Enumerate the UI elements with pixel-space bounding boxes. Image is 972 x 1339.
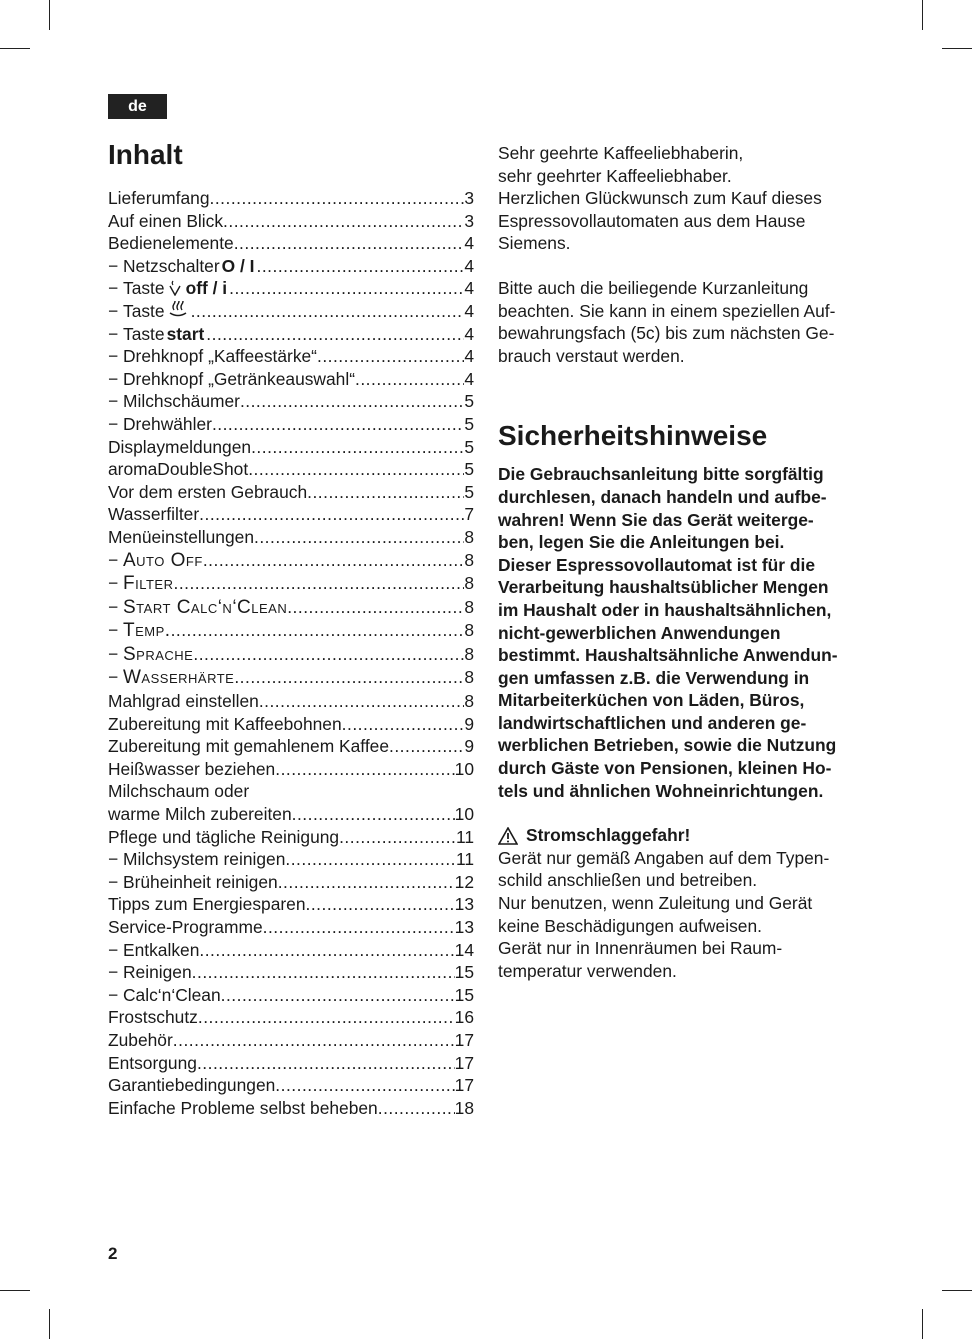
toc-entry: [108, 368, 474, 391]
toc-entry-page: 4: [464, 368, 474, 389]
text-line: durch Gäste von Pensionen, kleinen Ho-: [498, 758, 832, 779]
toc-entry-page: 11: [455, 826, 474, 847]
toc-entry-label: aromaDoubleShot: [108, 459, 249, 480]
toc-entry-label: − Brüheinheit reinigen: [108, 871, 278, 894]
toc-leader-dots: [198, 1006, 455, 1029]
toc-entry-page: 5: [464, 481, 474, 502]
toc-leader-dots: [275, 758, 454, 781]
toc-leader-dots: [317, 345, 464, 368]
toc-entry: [108, 390, 474, 413]
toc-entry: [108, 735, 474, 758]
toc-entry-page: 8: [464, 596, 474, 617]
toc-entry-page: 13: [454, 894, 474, 915]
toc-entry-label: Entsorgung: [108, 1052, 197, 1073]
toc-entry: [108, 893, 474, 916]
text-line: durchlesen, danach handeln und aufbe-: [498, 486, 827, 507]
toc-entry-page: 7: [464, 504, 474, 525]
toc-entry-label: Service-Programme: [108, 917, 263, 937]
toc-entry-label: − Taste off / i: [108, 277, 229, 300]
toc-entry-page: 4: [464, 278, 474, 299]
toc-entry-symbol: start: [166, 323, 205, 344]
text-line: sehr geehrter Kaffeeliebhaber.: [498, 165, 732, 186]
toc-entry-page: 5: [464, 436, 474, 457]
toc-leader-dots: [171, 619, 465, 642]
toc-leader-dots: [229, 277, 464, 300]
toc-entry: [108, 758, 474, 781]
short-guide-note: [498, 277, 866, 367]
toc-leader-dots: [234, 232, 465, 255]
toc-entry-page: 14: [454, 939, 474, 960]
intro-text: [498, 142, 866, 255]
text-line: Mitarbeiterküchen von Läden, Büros,: [498, 690, 805, 711]
toc-entry: [108, 1006, 474, 1029]
crop-mark: [922, 1309, 923, 1339]
toc-entry: [108, 713, 474, 736]
toc-entry-page: 18: [454, 1097, 474, 1118]
toc-leader-dots: [278, 871, 455, 894]
text-line: Bitte auch die beiliegende Kurzanleitung: [498, 277, 809, 298]
toc-entry-label: warme Milch zubereiten: [108, 804, 292, 825]
toc-leader-dots: [292, 803, 455, 826]
toc-leader-dots: [193, 643, 464, 666]
toc-entry: [108, 255, 474, 278]
text-line: landwirtschaftlichen und anderen ge-: [498, 712, 807, 733]
text-line: Sehr geehrte Kaffeeliebhaberin,: [498, 143, 744, 163]
toc-entry: [108, 643, 474, 667]
toc-entry-label: Vor dem ersten Gebrauch: [108, 481, 308, 502]
toc-leader-dots: [389, 735, 464, 758]
toc-leader-dots: [275, 1074, 454, 1097]
toc-leader-dots: [251, 436, 464, 459]
text-line: Siemens.: [498, 233, 571, 254]
toc-entry-label: − Drehknopf „Getränkeauswahl“: [108, 368, 355, 391]
toc-entry-label: − Drehwähler: [108, 413, 212, 436]
toc-entry-page: 5: [464, 413, 474, 434]
safety-text: [498, 463, 866, 802]
toc-entry-page: 8: [464, 573, 474, 594]
toc-entry: [108, 323, 474, 346]
toc-leader-dots: [285, 848, 456, 871]
text-line: Nur benutzen, wenn Zuleitung und Gerät: [498, 893, 813, 914]
toc-entry-symbol: O / I: [221, 255, 255, 276]
crop-mark: [942, 48, 972, 49]
toc-entry: [108, 690, 474, 713]
toc-entry-page: 13: [454, 917, 474, 937]
toc-entry-label: Wasserfilter: [108, 504, 200, 525]
safety-title: Sicherheitshinweise: [498, 420, 768, 452]
toc-entry: [108, 232, 474, 255]
toc-entry: [108, 1029, 474, 1052]
toc-leader-dots: [259, 690, 465, 713]
toc-leader-dots: [199, 939, 454, 962]
toc-entry-page: 8: [464, 691, 474, 712]
crop-mark: [0, 1290, 30, 1291]
toc-entry-label: Displaymeldungen: [108, 436, 252, 457]
text-line: ben, legen Sie die Anleitungen bei.: [498, 532, 785, 553]
warning-title: Stromschlaggefahr!: [526, 825, 691, 846]
toc-entry-page: 4: [464, 300, 474, 321]
text-line: tels und ähnlichen Wohneinrichtungen.: [498, 780, 824, 801]
toc-entry-symbol: off / i: [167, 277, 228, 300]
text-line: bewahrungsfach (5c) bis zum nächsten Ge-: [498, 323, 835, 344]
toc-leader-dots: [307, 481, 464, 504]
toc-entry-label: Menüeinstellungen: [108, 526, 254, 547]
toc-entry-page: 3: [464, 188, 474, 208]
toc-entry: [108, 210, 474, 233]
toc-entry-page: 8: [464, 667, 474, 688]
toc-entry: [108, 572, 474, 596]
toc-entry-label: Zubehör: [108, 1029, 173, 1050]
toc-entry-label: − Drehknopf „Kaffeestärke“: [108, 345, 317, 368]
toc-entry-label: − Temp.: [108, 619, 171, 643]
toc-entry-label: − Wasserhärte: [108, 666, 234, 690]
text-line: Dieser Espressovollautomat ist für die: [498, 554, 815, 575]
toc-entry: [108, 916, 474, 939]
toc-leader-dots: [212, 413, 464, 436]
toc-entry-label: Garantiebedingungen: [108, 1075, 276, 1096]
toc-entry-page: 8: [464, 526, 474, 547]
toc-entry-page: 17: [454, 1029, 474, 1050]
toc-entry-label: Auf einen Blick: [108, 210, 224, 231]
warning-triangle-icon: [498, 827, 518, 845]
toc-entry: [108, 826, 474, 849]
text-line: gen umfassen z.B. die Verwendung in: [498, 667, 810, 688]
toc-entry: [108, 961, 474, 984]
crop-mark: [0, 48, 30, 49]
text-line: Verarbeitung haushaltsüblicher Mengen: [498, 577, 829, 598]
toc-entry-label: Zubereitung mit gemahlenem Kaffee: [108, 736, 389, 757]
toc-entry-label: − Entkalken: [108, 939, 199, 962]
toc-leader-dots: [240, 390, 464, 413]
toc-entry-page: 17: [454, 1075, 474, 1096]
toc-leader-dots: [206, 323, 464, 346]
toc-leader-dots: [254, 526, 464, 549]
toc-leader-dots: [191, 300, 465, 323]
toc-entry-page: 8: [464, 643, 474, 664]
toc-entry-page: 8: [464, 549, 474, 570]
toc-entry: [108, 458, 474, 481]
toc-entry-page: 9: [464, 713, 474, 734]
text-line: brauch verstaut werden.: [498, 345, 685, 366]
toc-entry-label: Zubereitung mit Kaffeebohnen: [108, 713, 342, 734]
text-line: temperatur verwenden.: [498, 960, 677, 981]
toc-entry-label: − Reinigen: [108, 961, 192, 984]
table-of-contents: [108, 138, 474, 1119]
toc-entry-label: Frostschutz: [108, 1007, 198, 1028]
warning-text: [498, 847, 866, 983]
toc-entry-label: Lieferumfang: [108, 188, 210, 208]
toc-entry-label: − Sprache: [108, 643, 193, 667]
toc-entry-page: 12: [454, 871, 474, 892]
toc-entry-page: 3: [464, 210, 474, 231]
toc-entry-label: Heißwasser beziehen: [108, 758, 276, 779]
toc-entry: [108, 503, 474, 526]
toc-leader-dots: [221, 984, 455, 1007]
toc-entry: [108, 345, 474, 368]
toc-entry: [108, 780, 474, 803]
toc-entry: [108, 803, 474, 826]
text-line: keine Beschädigungen aufweisen.: [498, 915, 762, 936]
toc-entry-page: 10: [454, 804, 474, 825]
toc-entry-page: 15: [454, 984, 474, 1005]
text-line: Gerät nur gemäß Angaben auf dem Typen-: [498, 847, 830, 868]
toc-entry-label: Tipps zum Energiesparen: [108, 894, 306, 915]
crop-mark: [942, 1290, 972, 1291]
toc-entry-page: 4: [464, 346, 474, 367]
toc-entry: [108, 871, 474, 894]
toc-entry-page: 5: [464, 459, 474, 480]
steam-icon: [167, 300, 189, 323]
toc-entry-page: 9: [464, 736, 474, 757]
text-line: im Haushalt oder in haushaltsähnlichen,: [498, 599, 832, 620]
toc-entry-label: − Taste start: [108, 323, 206, 346]
toc-entry-page: 4: [464, 233, 474, 254]
toc-entry-page: 16: [454, 1007, 474, 1028]
text-line: Espressovollautomaten aus dem Hause: [498, 210, 806, 231]
text-line: Herzlichen Glückwunsch zum Kauf dieses: [498, 188, 822, 209]
toc-entry-page: 15: [454, 962, 474, 983]
warning-heading: [498, 824, 866, 847]
toc-entry: [108, 1074, 474, 1097]
toc-entry: [108, 848, 474, 871]
toc-leader-dots: [355, 368, 464, 391]
toc-leader-dots: [234, 666, 464, 689]
toc-entry-label: − Auto Off: [108, 549, 203, 573]
toc-entry-label: Milchschaum oder: [108, 781, 250, 802]
toc-entry-page: 17: [454, 1052, 474, 1073]
toc-entry-label: − Netzschalter O / I: [108, 255, 257, 278]
toc-leader-dots: [197, 1052, 455, 1075]
text-line: Gerät nur in Innenräumen bei Raum-: [498, 938, 783, 959]
toc-leader-dots: [223, 210, 464, 233]
text-line: schild anschließen und betreiben.: [498, 870, 758, 891]
text-line: wahren! Wenn Sie das Gerät weiterge-: [498, 509, 814, 530]
toc-leader-dots: [287, 596, 464, 619]
toc-leader-dots: [378, 1097, 455, 1120]
crop-mark: [49, 0, 50, 30]
toc-entry-label: Pflege und tägliche Reinigung: [108, 826, 340, 847]
toc-entry-label: − Milchsystem reinigen: [108, 848, 285, 871]
toc-entry-label: Mahlgrad einstellen: [108, 691, 259, 712]
toc-entry-label: Bedienelemente: [108, 233, 234, 254]
toc-entry: [108, 549, 474, 573]
toc-entry-label: − Calc‘n‘Clean: [108, 984, 221, 1007]
toc-leader-dots: [257, 255, 465, 278]
toc-entry: [108, 596, 474, 620]
toc-leader-dots: [210, 187, 465, 210]
toc-entry-page: 4: [464, 255, 474, 276]
toc-leader-dots: [342, 713, 465, 736]
toc-leader-dots: [263, 916, 455, 939]
toc-entry: [108, 526, 474, 549]
text-line: bestimmt. Haushaltsähnliche Anwendun-: [498, 645, 838, 666]
toc-leader-dots: [173, 572, 464, 595]
page-number: 2: [108, 1244, 118, 1263]
right-column: [498, 142, 866, 982]
toc-entry-page: 4: [464, 323, 474, 344]
toc-entry-label: − Milchschäumer: [108, 390, 240, 413]
toc-entry: [108, 300, 474, 323]
toc-leader-dots: [199, 503, 464, 526]
toc-entry-page: 5: [464, 391, 474, 412]
toc-leader-dots: [248, 458, 464, 481]
toc-entry: [108, 413, 474, 436]
toc-entry: [108, 1097, 474, 1120]
toc-entry: [108, 481, 474, 504]
language-tab: de: [108, 94, 167, 119]
text-line: nicht-gewerblichen Anwendungen: [498, 622, 781, 643]
toc-entry-label: − Filter: [108, 572, 173, 596]
crop-mark: [922, 0, 923, 30]
toc-entry-label: Einfache Probleme selbst beheben: [108, 1097, 378, 1118]
toc-leader-dots: [192, 961, 455, 984]
text-line: Die Gebrauchsanleitung bitte sorgfältig: [498, 464, 824, 485]
toc-title: Inhalt: [108, 139, 183, 170]
toc-leader-dots: [306, 893, 455, 916]
toc-entry: [108, 666, 474, 690]
toc-entry-page: 11: [455, 849, 474, 870]
toc-entry: [108, 436, 474, 459]
toc-entry-page: 8: [464, 620, 474, 641]
text-line: werblichen Betrieben, sowie die Nutzung: [498, 735, 837, 756]
crop-mark: [49, 1309, 50, 1339]
toc-entry: [108, 619, 474, 643]
toc-entry-page: 10: [454, 758, 474, 779]
toc-entry-label: − Start Calc‘n‘Clean: [108, 596, 287, 620]
text-line: beachten. Sie kann in einem speziellen Auf-: [498, 300, 836, 321]
toc-list: [108, 187, 474, 1119]
toc-entry: [108, 984, 474, 1007]
toc-entry: [108, 277, 474, 300]
toc-leader-dots: [339, 826, 456, 849]
toc-leader-dots: [203, 549, 465, 572]
toc-entry: [108, 187, 474, 210]
cup-icon: [167, 278, 186, 298]
toc-entry-label: − Taste: [108, 300, 191, 323]
toc-leader-dots: [173, 1029, 455, 1052]
toc-entry: [108, 939, 474, 962]
toc-entry: [108, 1052, 474, 1075]
